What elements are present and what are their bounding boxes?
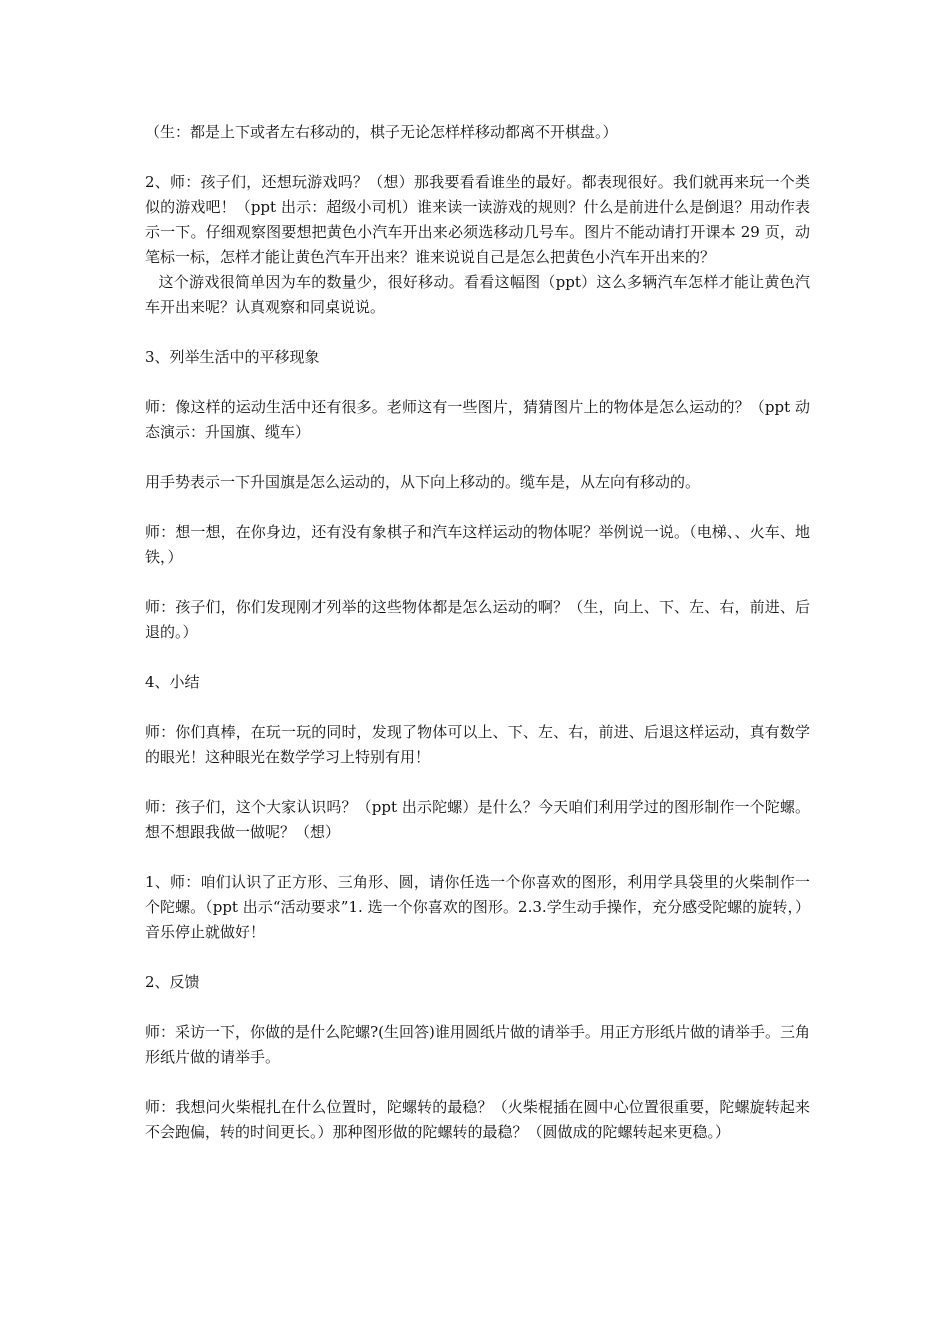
paragraph-9: 师：孩子们，这个大家认识吗？（ppt 出示陀螺）是什么？今天咱们利用学过的图形制作一个陀螺。想不想跟我做一做呢？（想） bbox=[145, 798, 810, 841]
paragraph-2: 2、师：孩子们，还想玩游戏吗？（想）那我要看看谁坐的最好。都表现很好。我们就再来玩一个类似的游戏吧！（ppt 出示：超级小司机）谁来读一读游戏的规则？什么是前进什么是倒退？用动作表示一下。仔细观察图要想把黄色小汽车开出来必须选移动几号车。图片不能动请打开课本 29 页，动笔标一标，怎样才能让黄色汽车开出来？谁来说说自己是怎么把黄色小汽车开出来的？ bbox=[145, 173, 810, 266]
paragraph-5: 用手势表示一下升国旗是怎么运动的，从下向上移动的。缆车是，从左向有移动的。 bbox=[145, 473, 701, 491]
paragraph-10: 1、师：咱们认识了正方形、三角形、圆，请你任选一个你喜欢的图形，利用学具袋里的火柴制作一个陀螺。（ppt 出示“活动要求”1. 选一个你喜欢的图形。2.3.学生动手操作，充分感受陀螺的旋转，）音乐停止就做好！ bbox=[145, 873, 810, 941]
paragraph-12: 师：我想问火柴棍扎在什么位置时，陀螺转的最稳？（火柴棍插在圆中心位置很重要，陀螺旋转起来不会跑偏，转的时间更长。）那种图形做的陀螺转的最稳？（圆做成的陀螺转起来更稳。） bbox=[145, 1098, 810, 1141]
section-heading-4: 4、小结 bbox=[145, 673, 200, 691]
paragraph-11: 师：采访一下，你做的是什么陀螺?(生回答)谁用圆纸片做的请举手。用正方形纸片做的请举手。三角形纸片做的请举手。 bbox=[145, 1023, 810, 1066]
document-page bbox=[145, 120, 810, 1170]
paragraph-4: 师：像这样的运动生活中还有很多。老师这有一些图片，猜猜图片上的物体是怎么运动的？（ppt 动态演示：升国旗、缆车） bbox=[145, 398, 810, 441]
paragraph-1: （生：都是上下或者左右移动的，棋子无论怎样样移动都离不开棋盘。） bbox=[145, 123, 618, 141]
paragraph-3: 这个游戏很简单因为车的数量少，很好移动。看看这幅图（ppt）这么多辆汽车怎样才能让黄色汽车开出来呢？认真观察和同桌说说。 bbox=[145, 273, 810, 316]
section-heading-3: 3、列举生活中的平移现象 bbox=[145, 348, 320, 366]
paragraph-8: 师：你们真棒，在玩一玩的同时，发现了物体可以上、下、左、右，前进、后退这样运动，真有数学的眼光！这种眼光在数学学习上特别有用！ bbox=[145, 723, 810, 766]
paragraph-6: 师：想一想，在你身边，还有没有象棋子和汽车这样运动的物体呢？举例说一说。（电梯、、火车、地铁，） bbox=[145, 523, 810, 566]
section-heading-feedback: 2、反馈 bbox=[145, 973, 200, 991]
paragraph-7: 师：孩子们，你们发现刚才列举的这些物体都是怎么运动的啊？（生，向上、下、左、右，前进、后退的。） bbox=[145, 598, 810, 641]
